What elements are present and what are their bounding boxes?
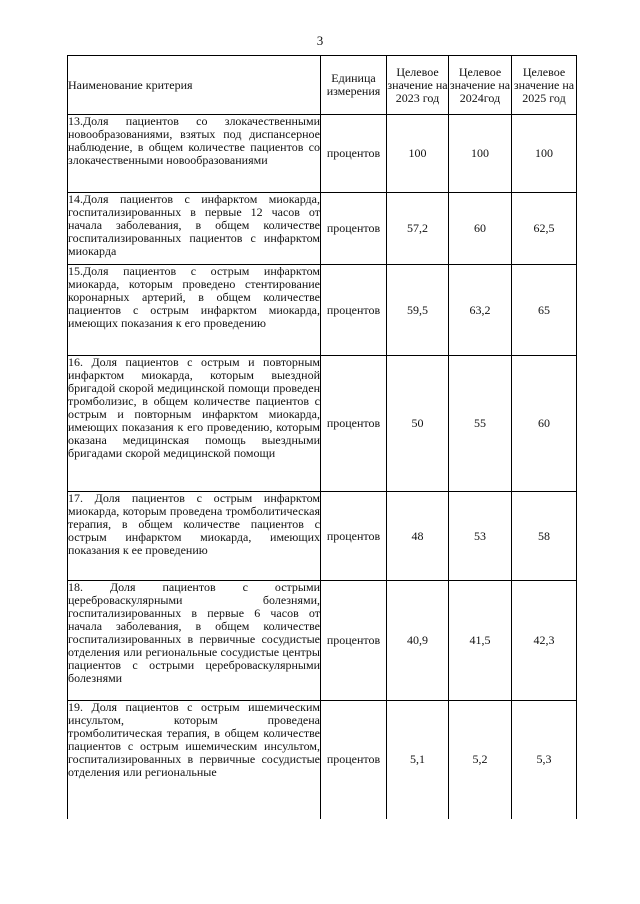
value-2023: 48: [387, 492, 449, 581]
criterion-name: 15.Доля пациентов с острым инфарктом миокарда, которым проведено стентирование коронарных артерий, в общем количестве пациентов с острым инфарктом миокарда, имеющих показания к его проведению: [68, 265, 321, 356]
unit-cell: процентов: [321, 265, 387, 356]
value-2024: 5,2: [449, 701, 512, 819]
value-2024: 100: [449, 115, 512, 193]
header-unit: Единица измерения: [321, 56, 387, 115]
value-2025: 62,5: [512, 193, 577, 265]
unit-cell: процентов: [321, 356, 387, 492]
table-row: [68, 115, 577, 193]
header-target-2024: Целевое значение на 2024год: [449, 56, 512, 115]
value-2025: 58: [512, 492, 577, 581]
value-2024: 41,5: [449, 581, 512, 701]
table-row: [68, 581, 577, 701]
criterion-name: 19. Доля пациентов с острым ишемическим инсультом, которым проведена тромболитическая терапия, в общем количестве пациентов с острым ишемическим инсультом, госпитализированных в первичные сосудистые отделения или региональные: [68, 701, 321, 819]
unit-cell: процентов: [321, 581, 387, 701]
unit-cell: процентов: [321, 193, 387, 265]
value-2025: 60: [512, 356, 577, 492]
value-2023: 5,1: [387, 701, 449, 819]
criterion-name: 16. Доля пациентов с острым и повторным инфарктом миокарда, которым выездной бригадой скорой медицинской помощи проведен тромболизис, в общем количестве пациентов с острым и повторным инфарктом миокарда, имеющих показания к его проведению, которым оказана медицинская помощь выездными бригадами скорой медицинской помощи: [68, 356, 321, 492]
value-2024: 63,2: [449, 265, 512, 356]
value-2025: 65: [512, 265, 577, 356]
value-2024: 60: [449, 193, 512, 265]
header-target-2025: Целевое значение на 2025 год: [512, 56, 577, 115]
value-2025: 100: [512, 115, 577, 193]
criterion-name: 17. Доля пациентов с острым инфарктом миокарда, которым проведена тромболитическая терапия, в общем количестве пациентов с острым инфарктом миокарда, имеющих показания к ее проведению: [68, 492, 321, 581]
header-criterion-name: Наименование критерия: [68, 56, 321, 115]
value-2023: 40,9: [387, 581, 449, 701]
unit-cell: процентов: [321, 115, 387, 193]
unit-cell: процентов: [321, 701, 387, 819]
value-2024: 53: [449, 492, 512, 581]
value-2024: 55: [449, 356, 512, 492]
value-2023: 59,5: [387, 265, 449, 356]
criterion-name: 13.Доля пациентов со злокачественными новообразованиями, взятых под диспансерное наблюдение, в общем количестве пациентов со злокачественными новообразованиями: [68, 115, 321, 193]
table-row: [68, 701, 577, 819]
table-row: [68, 265, 577, 356]
unit-cell: процентов: [321, 492, 387, 581]
value-2023: 57,2: [387, 193, 449, 265]
criteria-table: [67, 55, 577, 819]
table-row: [68, 356, 577, 492]
value-2025: 42,3: [512, 581, 577, 701]
criterion-name: 14.Доля пациентов с инфарктом миокарда, госпитализированных в первые 12 часов от начала заболевания, в общем количестве госпитализированных пациентов с инфарктом миокарда: [68, 193, 321, 265]
page-number: 3: [316, 33, 324, 48]
table-header-row: [68, 56, 577, 115]
value-2023: 100: [387, 115, 449, 193]
value-2023: 50: [387, 356, 449, 492]
criterion-name: 18. Доля пациентов с острыми цереброваскулярными болезнями, госпитализированных в первые 6 часов от начала заболевания, в общем количестве госпитализированных в первичные сосудистые отделения или региональные сосудистые центры пациентов с острыми цереброваскулярными болезнями: [68, 581, 321, 701]
value-2025: 5,3: [512, 701, 577, 819]
table-row: [68, 492, 577, 581]
table-row: [68, 193, 577, 265]
header-target-2023: Целевое значение на 2023 год: [387, 56, 449, 115]
